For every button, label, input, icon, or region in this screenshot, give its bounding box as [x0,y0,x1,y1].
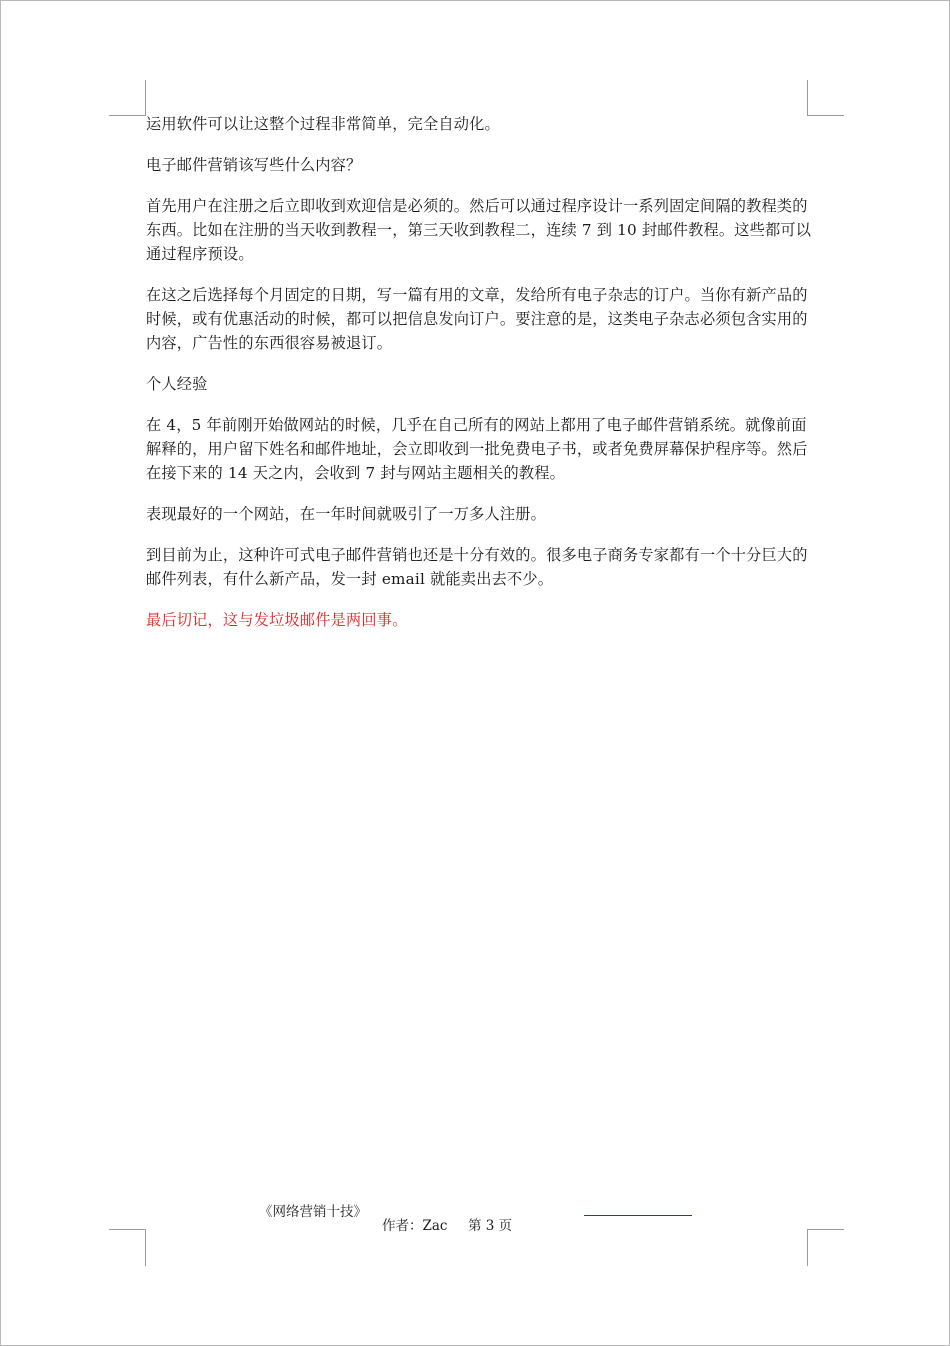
crop-mark-bottom-right-horizontal [807,1229,844,1230]
paragraph-intro: 运用软件可以让这整个过程非常简单，完全自动化。 [146,115,500,133]
footer-link-underline [584,1215,692,1216]
section-heading-experience: 个人经验 [146,375,208,393]
paragraph-experience: 在 4，5 年前刚开始做网站的时候，几乎在自己所有的网站上都用了电子邮件营销系统。就像前面解释的，用户留下姓名和邮件地址，会立即收到一批免费电子书，或者免费屏幕保护程序等。然后在接下来的 14 天之内，会收到 7 封与网站主题相关的教程。 [146,416,808,482]
paragraph-warning: 最后切记，这与发垃圾邮件是两回事。 [146,611,408,629]
body-text [146,112,818,649]
footer-page-number: 第 3 页 [468,1218,513,1234]
crop-mark-top-left-vertical [145,80,146,116]
crop-mark-bottom-right-vertical [807,1229,808,1266]
crop-mark-top-left-horizontal [109,115,146,116]
section-heading-content: 电子邮件营销该写些什么内容？ [146,156,362,174]
footer-book-title: 《网络营销十技》 [259,1204,367,1220]
footer-author: 作者：Zac [382,1218,448,1234]
paragraph-effective: 到目前为止，这种许可式电子邮件营销也还是十分有效的。很多电子商务专家都有一个十分巨大的邮件列表，有什么新产品，发一封 email 就能卖出去不少。 [146,546,808,588]
paragraph-welcome: 首先用户在注册之后立即收到欢迎信是必须的。然后可以通过程序设计一系列固定间隔的教程类的东西。比如在注册的当天收到教程一，第三天收到教程二，连续 7 到 10 封邮件教程。这些都可以通过程序预设。 [146,197,812,263]
paragraph-monthly: 在这之后选择每个月固定的日期，写一篇有用的文章，发给所有电子杂志的订户。当你有新产品的时候，或有优惠活动的时候，都可以把信息发向订户。要注意的是，这类电子杂志必须包含实用的内容，广告性的东西很容易被退订。 [146,286,808,352]
paragraph-best-site: 表现最好的一个网站，在一年时间就吸引了一万多人注册。 [146,505,547,523]
crop-mark-top-right-vertical [807,80,808,116]
crop-mark-bottom-left-vertical [145,1229,146,1266]
crop-mark-bottom-left-horizontal [109,1229,146,1230]
